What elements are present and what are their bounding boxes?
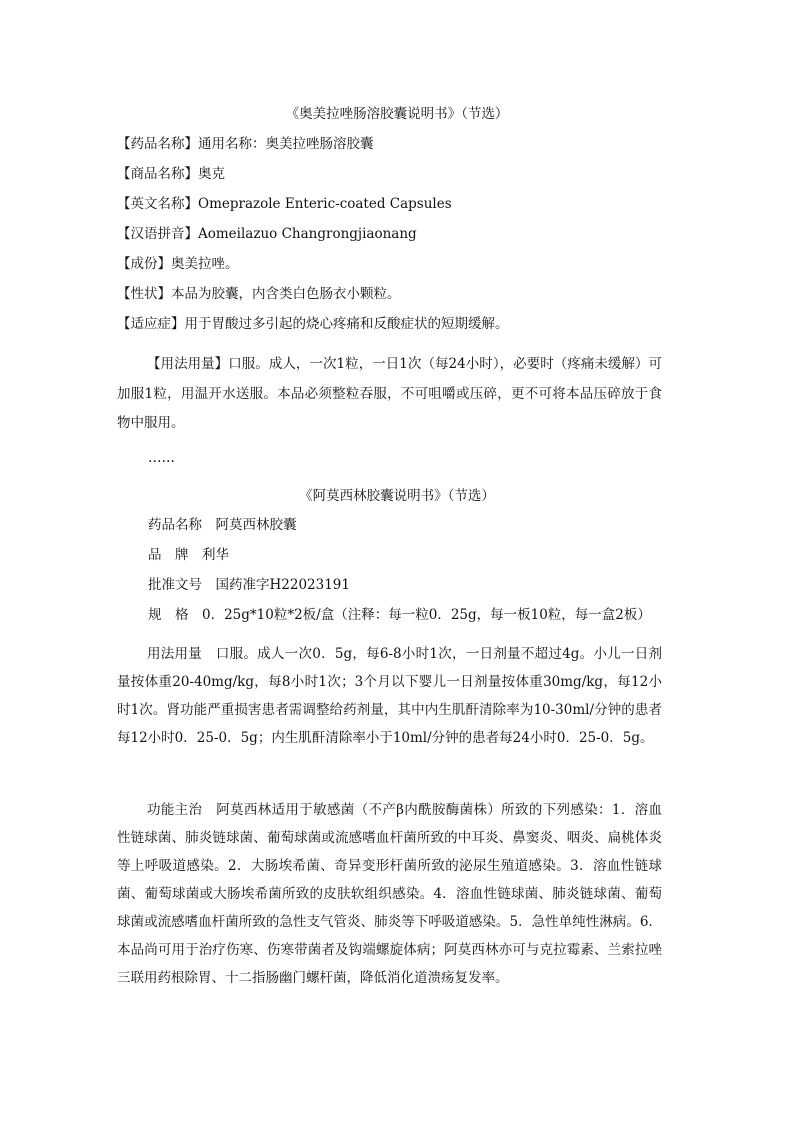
usage-text: 口服。成人，一次1粒，一日1次（每24小时），必要时（疼痛未缓解）可加服1粒，用温开水送服。本品必须整粒吞服，不可咀嚼或压碎，更不可将本品压碎放于食物中服用。 <box>117 356 663 431</box>
field-label: 【英文名称】 <box>117 196 198 212</box>
field-drug-name <box>117 129 677 159</box>
field-indications <box>117 309 677 339</box>
field-label: 【成份】 <box>117 256 171 272</box>
section2-function <box>117 796 662 992</box>
field-value: 奥克 <box>198 166 225 182</box>
section2-fields <box>148 510 708 630</box>
field-value: 用于胃酸过多引起的烧心疼痛和反酸症状的短期缓解。 <box>184 316 509 332</box>
field-value: Omeprazole Enteric-coated Capsules <box>198 196 452 212</box>
function-label: 功能主治 <box>147 802 203 818</box>
ellipsis: …… <box>148 450 175 466</box>
field-trade-name <box>117 159 677 189</box>
field-english-name <box>117 189 677 219</box>
field-appearance <box>117 279 677 309</box>
field-value: 利华 <box>202 547 229 563</box>
usage-paragraph <box>117 640 662 752</box>
field-value: 阿莫西林胶囊 <box>215 517 297 533</box>
field-value: 奥美拉唑。 <box>171 256 239 272</box>
field-approval-number <box>148 570 708 600</box>
usage-paragraph <box>87 350 662 439</box>
section2-usage <box>117 640 662 752</box>
field-specification <box>148 600 708 630</box>
field-label: 【商品名称】 <box>117 166 198 182</box>
field-value: 0．25g*10粒*2板/盒（注释：每一粒0．25g，每一板10粒，每一盒2板） <box>202 607 651 623</box>
field-value: 通用名称：奥美拉唑肠溶胶囊 <box>198 136 374 152</box>
section1-title: 《奥美拉唑肠溶胶囊说明书》（节选） <box>285 106 509 122</box>
section1-fields <box>117 129 677 339</box>
section1-usage <box>117 350 662 439</box>
field-label: 规 格 <box>148 607 189 623</box>
field-pinyin <box>117 219 677 249</box>
usage-label: 用法用量 <box>147 646 203 662</box>
field-value: 本品为胶囊，内含类白色肠衣小颗粒。 <box>171 286 401 302</box>
field-label: 品 牌 <box>148 547 189 563</box>
function-text: 阿莫西林适用于敏感菌（不产β内酰胺酶菌株）所致的下列感染：1．溶血性链球菌、肺炎链球菌、葡萄球菌或流感嗜血杆菌所致的中耳炎、鼻窦炎、咽炎、扁桃体炎等上呼吸道感染。2．大肠埃希菌、奇异变形杆菌所致的泌尿生殖道感染。3．溶血性链球菌、葡萄球菌或大肠埃希菌所致的皮肤软组织感染。4．溶血性链球菌、肺炎链球菌、葡萄球菌或流感嗜血杆菌所致的急性支气管炎、肺炎等下呼吸道感染。5．急性单纯性淋病。6．本品尚可用于治疗伤寒、伤寒带菌者及钩端螺旋体病；阿莫西林亦可与克拉霉素、兰索拉唑三联用药根除胃、十二指肠幽门螺杆菌，降低消化道溃疡复发率。 <box>117 802 663 986</box>
field-value: 国药准字H22023191 <box>215 577 350 593</box>
field-label: 批准文号 <box>148 577 202 593</box>
field-brand <box>148 540 708 570</box>
field-label: 【汉语拼音】 <box>117 226 198 242</box>
usage-text: 口服。成人一次0．5g，每6-8小时1次，一日剂量不超过4g。小儿一日剂量按体重20-40mg/kg，每8小时1次；3个月以下婴儿一日剂量按体重30mg/kg，每12小时1次。肾功能严重损害患者需调整给药剂量，其中内生肌酐清除率为10-30ml/分钟的患者每12小时0．25-0．5g；内生肌酐清除率小于10ml/分钟的患者每24小时0．25-0．5g。 <box>117 646 663 746</box>
field-label: 药品名称 <box>148 517 202 533</box>
field-label: 【适应症】 <box>117 316 185 332</box>
usage-label: 【用法用量】 <box>147 356 229 372</box>
section2-title: 《阿莫西林胶囊说明书》（节选） <box>299 488 495 504</box>
field-label: 【药品名称】 <box>117 136 198 152</box>
field-value: Aomeilazuo Changrongjiaonang <box>198 226 417 242</box>
field-ingredients <box>117 249 677 279</box>
field-drug-name <box>148 510 708 540</box>
field-label: 【性状】 <box>117 286 171 302</box>
function-paragraph <box>117 796 662 992</box>
